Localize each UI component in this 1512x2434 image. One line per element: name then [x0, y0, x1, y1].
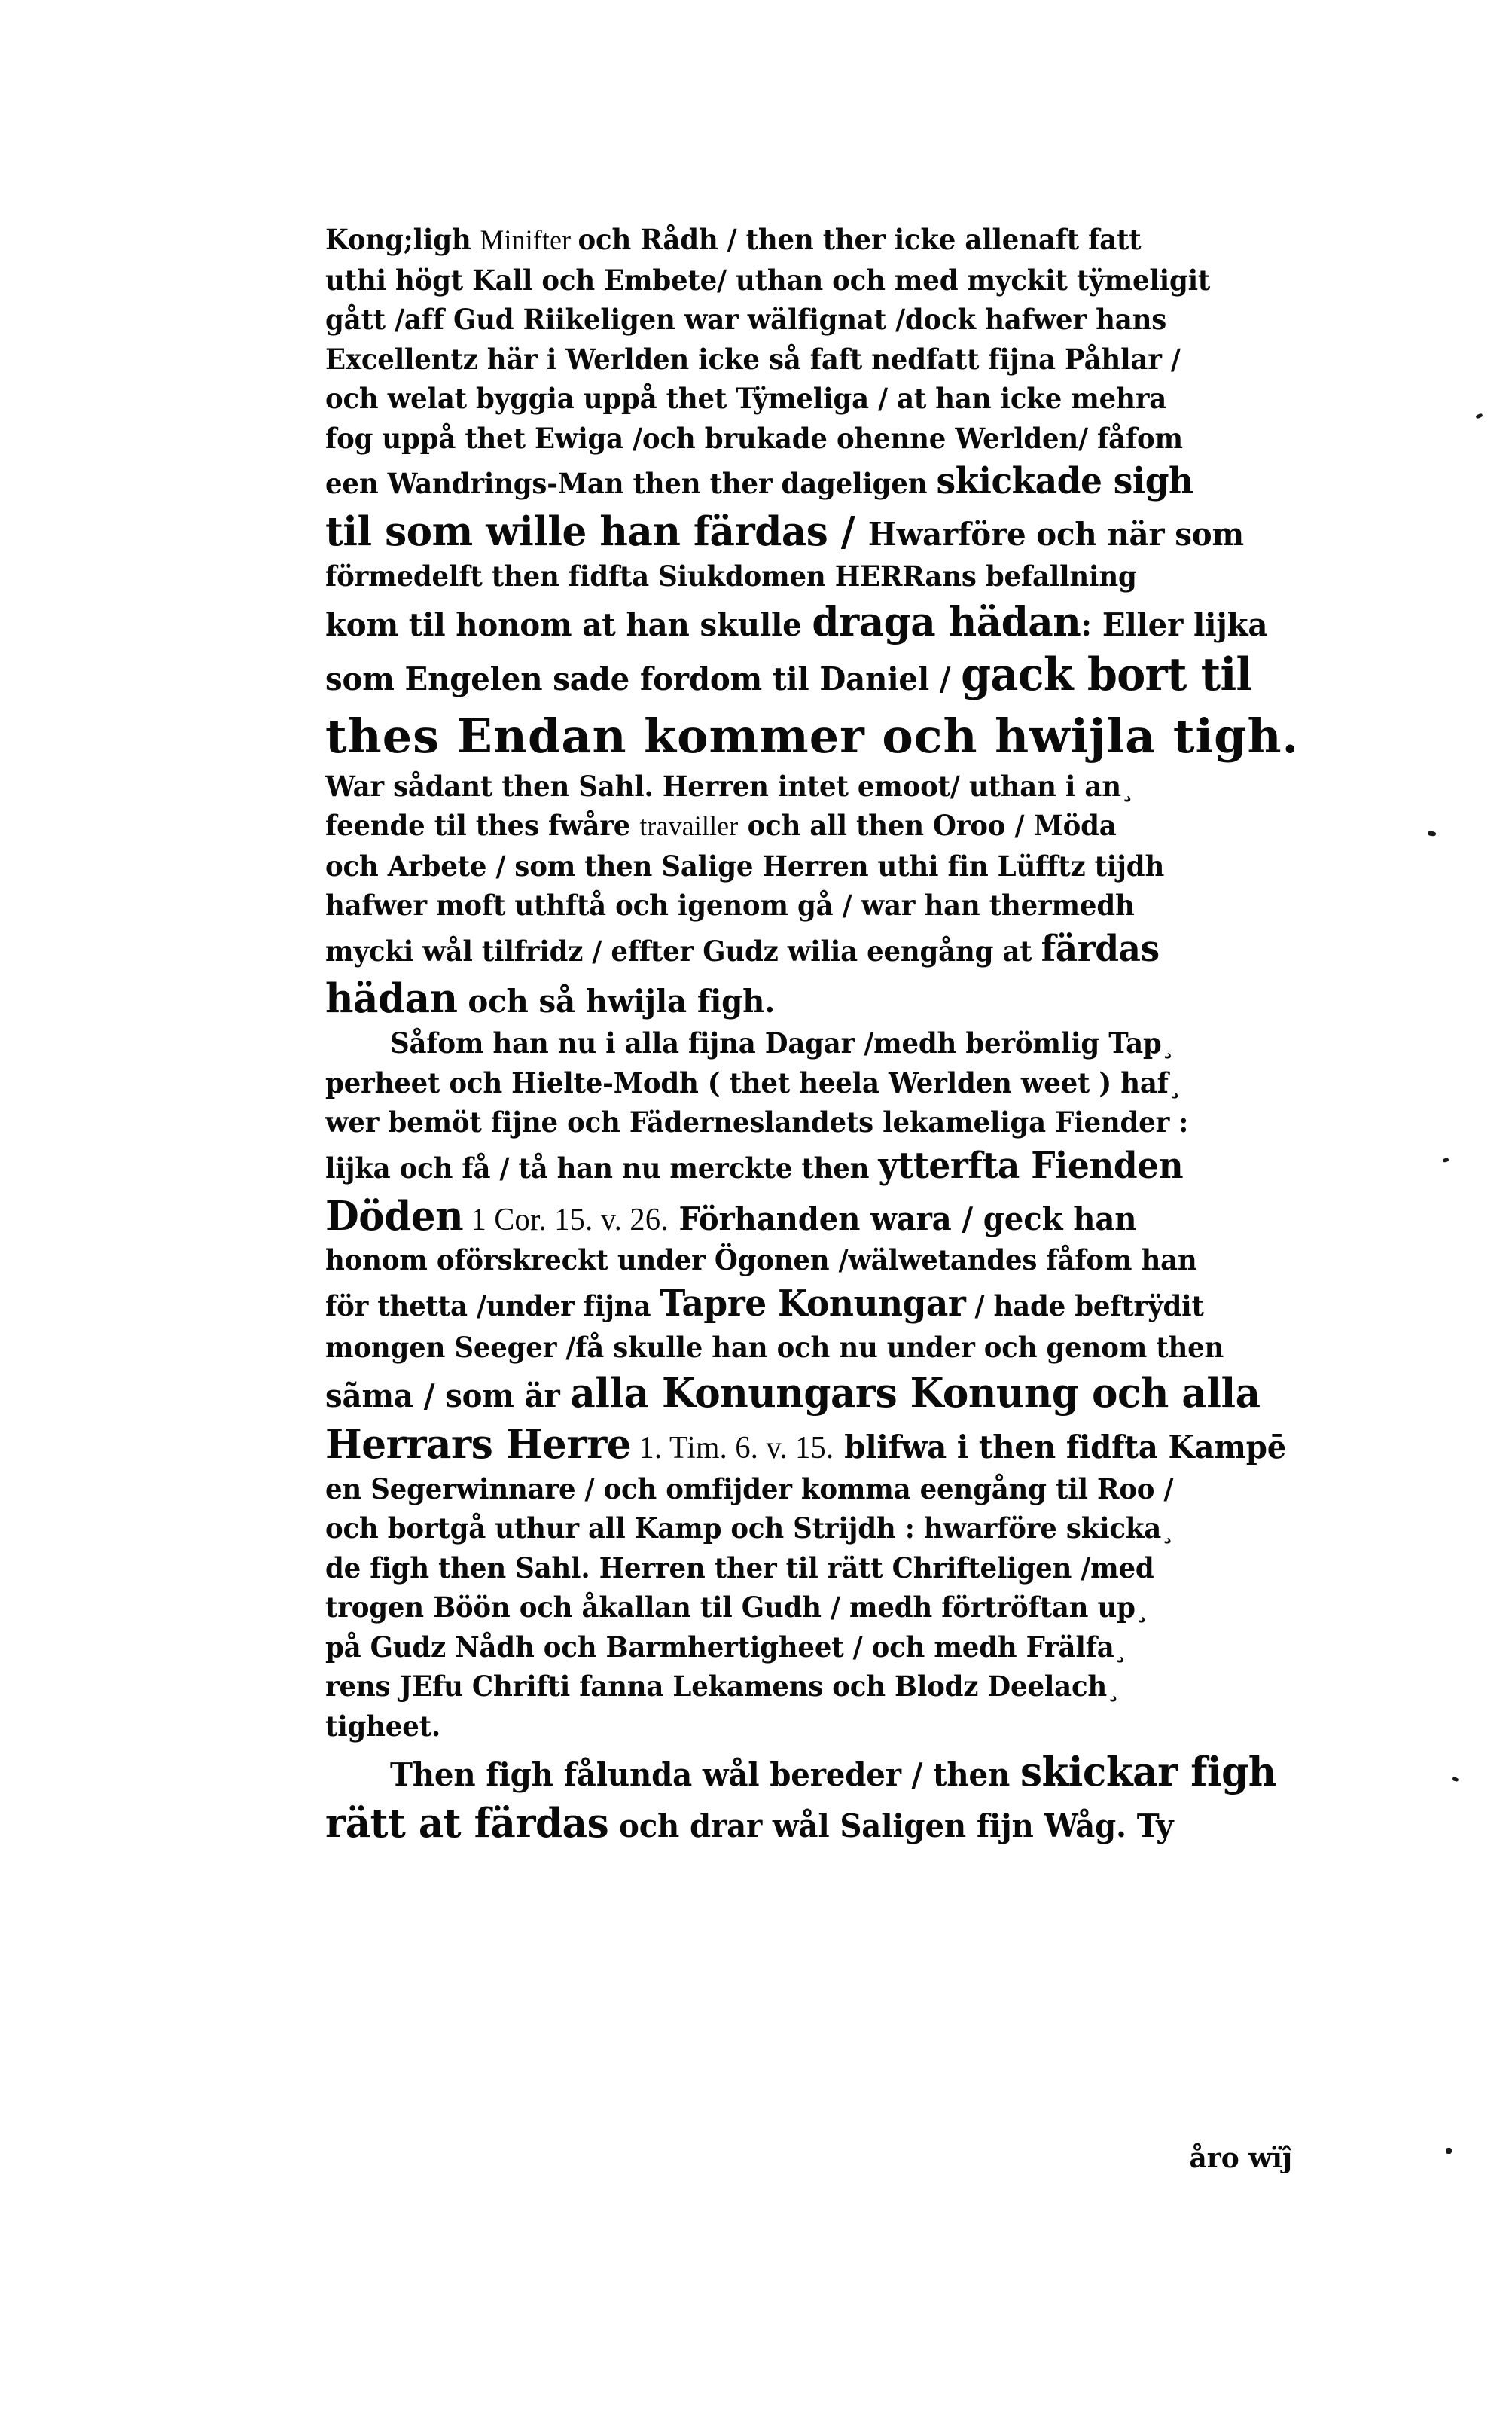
- text-line: [325, 1709, 1297, 1743]
- text-line: [325, 1591, 1297, 1624]
- text-line: [325, 1145, 1297, 1187]
- line-run: / hade beftrÿdit: [965, 1289, 1204, 1322]
- text-line: [325, 1798, 1297, 1847]
- line-run: een Wandrings-Man then ther dageligen: [325, 467, 937, 500]
- text-line: [325, 1420, 1297, 1468]
- text-line: [325, 421, 1297, 455]
- line-run: på Gudz Nådh och Barmhertigheet / och medh Frälfa¸: [325, 1630, 1128, 1664]
- text-line: [325, 1369, 1297, 1417]
- text-line: [325, 342, 1297, 376]
- line-run-display: draga hädan: [812, 598, 1081, 646]
- line-run-roman: Minifter: [480, 225, 578, 256]
- line-run-display: skickade sigh: [936, 461, 1193, 502]
- line-run: Såfom han nu i alla fijna Dagar /medh berömlig Tap¸: [390, 1026, 1175, 1060]
- text-line: [325, 1551, 1297, 1585]
- line-run-display: rätt at färdas: [325, 1798, 609, 1847]
- line-run: : Eller lijka: [1081, 606, 1268, 644]
- line-run-display: Tapre Konungar: [660, 1283, 966, 1325]
- paragraph: [325, 223, 1300, 1023]
- text-line: [325, 1511, 1297, 1545]
- scripture-citation: 1. Tim. 6. v. 15.: [631, 1430, 834, 1466]
- line-run: hafwer moft uthftå och igenom gå / war han thermedh: [325, 889, 1135, 923]
- line-run: och welat byggia uppå thet Tÿmeliga / at han icke mehra: [325, 382, 1167, 415]
- line-run: mongen Seeger /få skulle han och nu under och genom then: [325, 1330, 1224, 1364]
- line-run: som Engelen sade fordom til Daniel /: [325, 660, 962, 697]
- line-run: perheet och Hielte-Modh ( thet heela Werlden weet ) haf¸: [325, 1066, 1182, 1100]
- line-run-display: gack bort til: [961, 648, 1252, 701]
- ink-speck: [1475, 413, 1483, 419]
- line-run: trogen Böön och åkallan til Gudh / medh förtröftan up¸: [325, 1591, 1149, 1624]
- text-line: [325, 303, 1297, 336]
- text-line: [325, 975, 1297, 1023]
- text-line: [325, 382, 1297, 415]
- line-run: kom til honom at han skulle: [325, 606, 812, 644]
- text-line: [325, 1670, 1297, 1703]
- line-run: Kong;ligh: [325, 223, 480, 256]
- line-run: fog uppå thet Ewiga /och brukade ohenne Werlden/ fåfom: [325, 421, 1183, 455]
- paragraph: [325, 1748, 1297, 1847]
- line-run: feende til thes fwåre: [325, 809, 640, 843]
- ink-speck: [1428, 831, 1437, 836]
- catchword: åro wïĵ: [1189, 2143, 1292, 2174]
- text-line: [325, 769, 1297, 803]
- line-run: mycki wål tilfridz / effter Gudz wilia eengång at: [325, 934, 1041, 968]
- line-run: rens JEfu Chrifti fanna Lekamens och Blodz Deelach¸: [325, 1670, 1120, 1703]
- line-run: förmedelft then fidfta Siukdomen HERRans befallning: [325, 559, 1137, 593]
- text-line: [325, 1066, 1297, 1100]
- line-run-roman: travailler: [639, 811, 739, 843]
- line-run: en Segerwinnare / och omfijder komma eengång til Roo /: [325, 1472, 1174, 1505]
- text-line: [325, 648, 1297, 701]
- line-run-display: skickar figh: [1020, 1748, 1276, 1796]
- line-run: och Rådh / then ther icke allenaft fatt: [578, 223, 1142, 256]
- text-line: [325, 1472, 1297, 1505]
- line-run-display: til som wille han färdas /: [325, 507, 868, 555]
- line-run: Hwarföre och när som: [867, 515, 1244, 553]
- text-line: [325, 1630, 1297, 1664]
- line-run: War sådant then Sahl. Herren intet emoot/ uthan i an¸: [325, 769, 1135, 803]
- line-run: Förhanden wara / geck han: [668, 1200, 1137, 1237]
- line-run: för thetta /under fijna: [325, 1289, 660, 1322]
- line-run: och så hwijla figh.: [457, 983, 776, 1020]
- text-line: [325, 1026, 1297, 1060]
- line-run: Excellentz här i Werlden icke så faft nedfatt fijna Påhlar /: [325, 342, 1181, 376]
- text-line: [325, 461, 1297, 502]
- paragraph: [325, 1026, 1297, 1743]
- scripture-citation: 1 Cor. 15. v. 26.: [463, 1202, 669, 1237]
- text-line: [325, 559, 1297, 593]
- text-line: [325, 598, 1297, 646]
- text-line: [325, 1330, 1297, 1364]
- line-run: och all then Oroo / Möda: [738, 809, 1117, 843]
- line-run: blifwa i then fidfta Kampē: [834, 1428, 1287, 1466]
- line-run-display: ytterfta Fienden: [878, 1145, 1184, 1187]
- text-block: [325, 223, 1300, 1854]
- line-run-display: färdas: [1041, 928, 1160, 970]
- text-line: [325, 507, 1297, 555]
- line-run: gått /aff Gud Riikeligen war wälfignat /dock hafwer hans: [325, 303, 1167, 336]
- line-run-display: alla Konungars Konung och alla: [570, 1369, 1261, 1417]
- text-line: [325, 809, 1297, 843]
- ink-speck: [1451, 1777, 1459, 1783]
- line-run: och drar wål Saligen fijn Wåg. Ty: [608, 1807, 1174, 1844]
- line-run-display: hädan: [325, 975, 458, 1023]
- line-run: lijka och få / tå han nu merckte then: [325, 1151, 879, 1185]
- ink-speck: [1446, 2148, 1452, 2154]
- text-line: [325, 263, 1297, 297]
- text-line: [325, 1243, 1297, 1277]
- text-line: [325, 1748, 1297, 1796]
- line-run: honom oförskreckt under Ögonen /wälwetandes fåfom han: [325, 1243, 1197, 1277]
- ink-speck: [1443, 1158, 1450, 1163]
- text-line: [325, 1283, 1297, 1325]
- line-run: de figh then Sahl. Herren ther til rätt Chrifteligen /med: [325, 1551, 1154, 1585]
- text-line: [325, 928, 1297, 970]
- line-run: wer bemöt fijne och Fäderneslandets lekameliga Fiender :: [325, 1106, 1189, 1139]
- text-line: [325, 889, 1297, 923]
- line-run: och Arbete / som then Salige Herren uthi fin Lüfftz tijdh: [325, 849, 1165, 883]
- text-line: [325, 849, 1297, 883]
- line-run-display: Döden: [325, 1191, 464, 1240]
- line-run: tigheet.: [325, 1709, 440, 1743]
- line-run: Then figh fålunda wål bereder / then: [390, 1756, 1020, 1794]
- display-text-line: thes Endan kommer och hwijla tigh.: [325, 708, 1300, 764]
- text-line: [325, 1191, 1297, 1240]
- text-line: [325, 1106, 1297, 1139]
- line-run-display: Herrars Herre: [325, 1420, 632, 1468]
- line-run: uthi högt Kall och Embete/ uthan och med myckit tÿmeligit: [325, 263, 1211, 297]
- text-line: [325, 223, 1297, 256]
- line-run: och bortgå uthur all Kamp och Strijdh : hwarföre skicka¸: [325, 1511, 1175, 1545]
- line-run: sãma / som är: [325, 1377, 571, 1415]
